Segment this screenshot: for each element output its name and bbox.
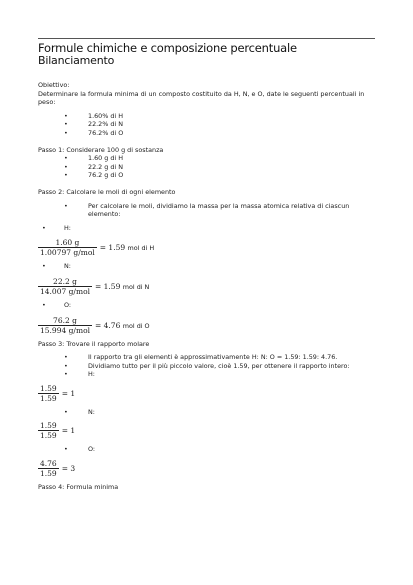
- fraction-numerator: 1.59: [40, 383, 57, 393]
- ratio-fraction: [38, 384, 59, 403]
- fraction-denominator: 1.59: [40, 393, 57, 403]
- percentage-item: • 22.2% di N: [38, 120, 375, 129]
- mole-result: [100, 243, 154, 252]
- ratio-fraction: [38, 459, 59, 478]
- mole-equation-o: [38, 315, 375, 335]
- mole-label: • H:: [38, 224, 375, 233]
- result-unit: mol di H: [127, 244, 155, 253]
- result-unit: mol di O: [122, 321, 150, 330]
- fraction-denominator: 15.994 g/mol: [40, 325, 90, 335]
- objective-text: Determinare la formula minima di un composto costituito da H, N, e O, date le seguenti percentuali in peso:: [38, 89, 365, 107]
- ratio-result: = 3: [61, 464, 76, 474]
- ratio-fraction: [38, 421, 59, 440]
- step1-item: • 1.60 g di H: [38, 154, 375, 163]
- result-unit: mol di N: [122, 282, 150, 291]
- mole-equation-n: [38, 276, 375, 296]
- percentage-item: • 1.60% di H: [38, 112, 375, 121]
- result-value: = 1.59: [99, 243, 126, 253]
- fraction-denominator: 1.00797 g/mol: [40, 248, 95, 258]
- mole-result: [95, 282, 149, 291]
- top-rule: [38, 38, 375, 39]
- ratio-equation-o: [38, 458, 375, 478]
- fraction-denominator: 1.59: [40, 469, 57, 479]
- step2-title: Passo 2: Calcolare le moli di ogni elemento: [38, 187, 176, 196]
- fraction-numerator: 1.59: [40, 421, 57, 431]
- step1-item: • 22.2 g di N: [38, 163, 375, 172]
- step3-title: Passo 3: Trovare il rapporto molare: [38, 339, 150, 348]
- document-page: [38, 38, 375, 492]
- ratio-label: • H:: [38, 370, 375, 379]
- ratio-label: • N:: [38, 408, 375, 417]
- ratio-equation-n: [38, 420, 375, 440]
- fraction-numerator: 76.2 g: [53, 315, 77, 325]
- step2-intro: [38, 202, 375, 219]
- result-value: = 1.59: [94, 281, 121, 291]
- fraction-numerator: 4.76: [40, 459, 57, 469]
- mole-fraction: [38, 277, 92, 296]
- step3-item: • Dividiamo tutto per il più piccolo valore, cioè 1.59, per ottenere il rapporto intero:: [38, 362, 375, 371]
- ratio-equation-h: [38, 383, 375, 403]
- mole-label: • N:: [38, 262, 375, 271]
- fraction-numerator: 1.60 g: [55, 238, 80, 248]
- mole-fraction: [38, 238, 97, 257]
- percentage-item: • 76.2% di O: [38, 129, 375, 138]
- step3-item: • Il rapporto tra gli elementi è approssimativamente H: N: O = 1.59: 1.59: 4.76.: [38, 353, 375, 362]
- mole-fraction: [38, 316, 92, 335]
- step1-title: Passo 1: Considerare 100 g di sostanza: [38, 145, 164, 154]
- document-title: Formule chimiche e composizione percentuale: [38, 41, 297, 55]
- mole-equation-h: [38, 237, 375, 257]
- ratio-result: = 1: [61, 388, 76, 398]
- mole-result: [95, 321, 150, 330]
- ratio-label: • O:: [38, 445, 375, 454]
- fraction-denominator: 14.007 g/mol: [40, 286, 90, 296]
- document-subtitle: Bilanciamento: [38, 54, 115, 67]
- fraction-numerator: 22.2 g: [53, 276, 77, 286]
- ratio-result: = 1: [61, 426, 76, 436]
- fraction-denominator: 1.59: [40, 431, 57, 441]
- step4-title: Passo 4: Formula minima: [38, 483, 119, 492]
- result-value: = 4.76: [94, 320, 121, 330]
- step1-item: • 76.2 g di O: [38, 171, 375, 180]
- step2-intro-text: Per calcolare le moli, dividiamo la massa per la massa atomica relativa di ciascun elemento:: [88, 201, 350, 219]
- mole-label: • O:: [38, 301, 375, 310]
- objective-label: Obiettivo:: [38, 81, 70, 89]
